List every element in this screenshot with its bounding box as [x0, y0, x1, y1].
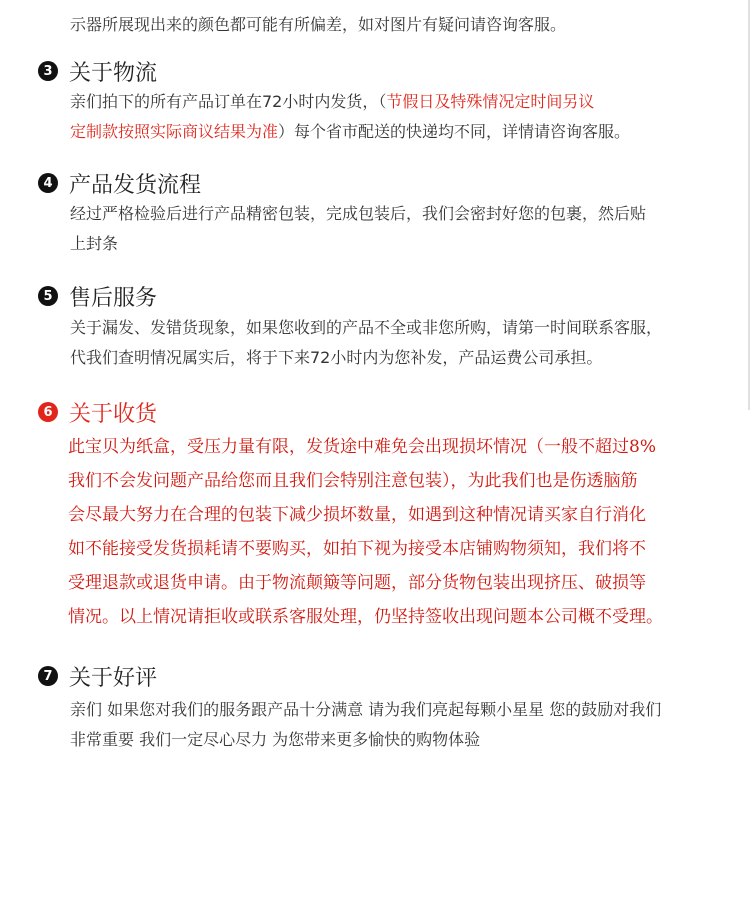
section-reviews: [38, 661, 743, 755]
section-header: [38, 168, 743, 198]
section-body: [70, 199, 743, 259]
text-span: ）每个省市配送的快递均不同，详情请咨询客服。: [278, 122, 631, 141]
section-header: [38, 397, 743, 427]
section-shipping-process: [38, 168, 743, 259]
body-line: 非常重要 我们一定尽心尽力 为您带来更多愉快的购物体验: [70, 730, 481, 749]
body-line: 此宝贝为纸盒，受压力量有限，发货途中难免会出现损坏情况（一般不超过8%: [68, 437, 656, 457]
section-header: [38, 661, 743, 691]
body-line: 受理退款或退货申请。由于物流颠簸等问题，部分货物包装出现挤压、破损等: [68, 573, 646, 593]
section-body: [70, 313, 743, 373]
cutoff-text-fragment: [70, 0, 690, 4]
section-title: 产品发货流程: [69, 172, 202, 198]
section-body: [70, 87, 743, 147]
section-header: [38, 281, 743, 311]
section-body: [70, 695, 743, 755]
section-logistics: [38, 56, 743, 147]
section-title: 关于物流: [69, 60, 158, 86]
body-line: 关于漏发、发错货现象，如果您收到的产品不全或非您所购，请第一时间联系客服，: [70, 318, 663, 337]
section-receiving: [38, 397, 743, 634]
highlight-text: 节假日及特殊情况定时间另议: [386, 92, 595, 111]
section-header: [38, 56, 743, 86]
section-title: 关于收货: [69, 401, 158, 427]
body-line: 代我们查明情况属实后，将于下来72小时内为您补发，产品运费公司承担。: [70, 348, 603, 367]
body-line: 上封条: [70, 234, 119, 253]
body-line: 如不能接受发货损耗请不要购买，如拍下视为接受本店铺购物须知，我们将不: [68, 539, 646, 559]
section-body: [68, 430, 743, 634]
body-line: 经过严格检验后进行产品精密包装，完成包装后，我们会密封好您的包裹，然后贴: [70, 204, 647, 223]
section-title: 售后服务: [69, 285, 158, 311]
highlight-text: 定制款按照实际商议结果为准: [70, 122, 279, 141]
section-number-badge: 6: [38, 402, 58, 422]
intro-text: 示器所展现出来的颜色都可能有所偏差，如对图片有疑问请咨询客服。: [70, 15, 567, 34]
body-line: 情况。以上情况请拒收或联系客服处理，仍坚持签收出现问题本公司概不受理。: [68, 607, 663, 627]
section-after-sales: [38, 281, 743, 373]
section-title: 关于好评: [69, 665, 158, 691]
section-number-badge: 4: [38, 173, 58, 193]
section-number-badge: 3: [38, 61, 58, 81]
body-line: [70, 117, 743, 147]
section-number-badge: 5: [38, 286, 58, 306]
text-span: 亲们拍下的所有产品订单在72小时内发货，（: [70, 92, 387, 111]
section-number-badge: 7: [38, 666, 58, 686]
body-line: [70, 87, 743, 117]
body-line: 会尽最大努力在合理的包装下减少损坏数量，如遇到这种情况请买家自行消化: [68, 505, 646, 525]
body-line: 我们不会发问题产品给您而且我们会特别注意包装），为此我们也是伤透脑筋: [68, 471, 638, 491]
body-line: 亲们 如果您对我们的服务跟产品十分满意 请为我们亮起每颗小星星 您的鼓励对我们: [70, 700, 662, 719]
